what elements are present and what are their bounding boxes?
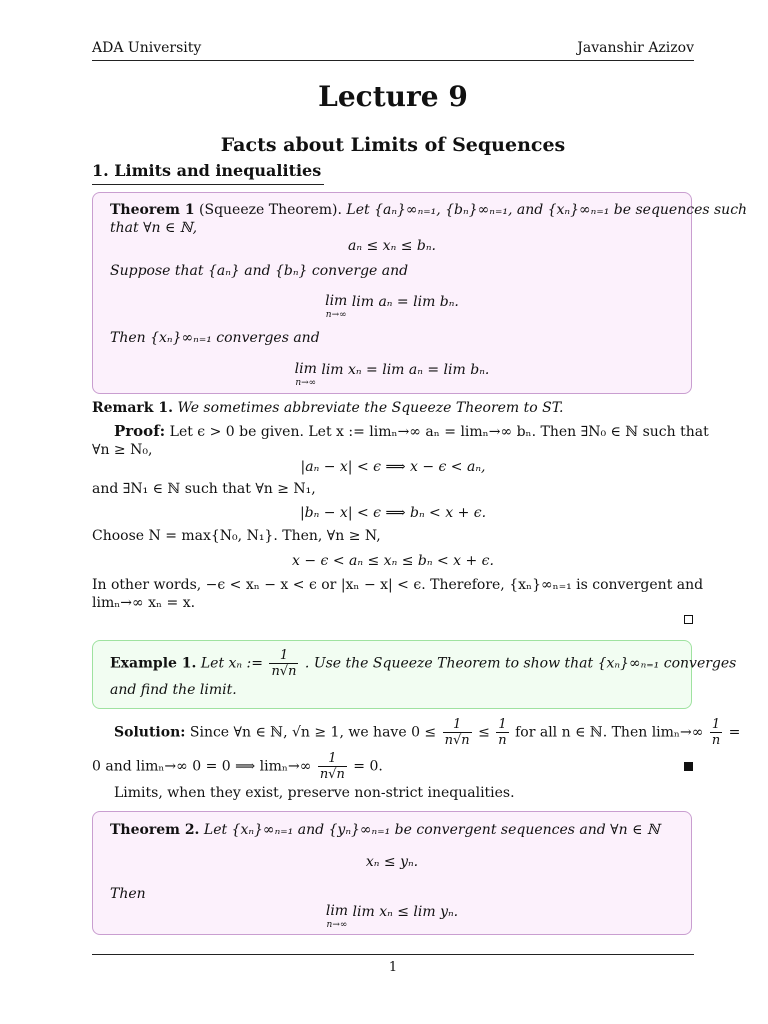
header-right: Javanshir Azizov [577,40,694,56]
example-1-label: Example 1. [110,655,197,672]
theorem-1-line2: that ∀n ∈ ℕ, [110,220,198,236]
solution-text-b: ≤ [478,724,490,741]
proof-eq1: |aₙ − x| < ϵ ⟹ x − ϵ < aₙ, [300,459,486,475]
theorem-2-eq1: xₙ ≤ yₙ. [365,854,419,870]
theorem-1-eq1: aₙ ≤ xₙ ≤ bₙ. [348,238,436,254]
solution-text-a: Since ∀n ∈ ℕ, √n ≥ 1, we have 0 ≤ [189,724,437,741]
proof-line6: limₙ→∞ xₙ = x. [92,595,196,611]
example-1-line1 [110,648,736,679]
limits-text: Limits, when they exist, preserve non-strict inequalities. [114,785,515,801]
solution-line1 [114,717,740,748]
solution-text-d: = [728,724,741,741]
section-heading: 1. Limits and inequalities [92,160,324,185]
theorem-2-text1: Let {xₙ}∞ₙ₌₁ and {yₙ}∞ₙ₌₁ be convergent sequences and ∀n ∈ ℕ [203,822,660,838]
theorem-2-eq2 [92,903,692,930]
theorem-2-line1 [110,821,660,840]
lecture-title: Lecture 9 [318,80,468,113]
theorem-1-label: Theorem 1 [110,202,195,218]
proof-line4: Choose N = max{N₀, N₁}. Then, ∀n ≥ N, [92,528,381,544]
proof-text1: Let ϵ > 0 be given. Let x := limₙ→∞ aₙ = limₙ→∞ bₙ. Then ∃N₀ ∈ ℕ such that [169,424,709,440]
proof-eq3: x − ϵ < aₙ ≤ xₙ ≤ bₙ < x + ϵ. [292,553,494,569]
theorem-1-text1: Let {aₙ}∞ₙ₌₁, {bₙ}∞ₙ₌₁, and {xₙ}∞ₙ₌₁ be sequences such [346,202,748,218]
header-left: ADA University [92,40,202,56]
page-header [92,40,694,56]
solution-line2 [92,751,383,782]
theorem-1-eq3-text: lim xₙ = lim aₙ = lim bₙ. [321,362,490,378]
example-1-post: . Use the Squeeze Theorem to show that {xₙ}∞ₙ₌₁ converges [304,655,737,672]
proof-line1 [114,422,709,442]
solution-text-e: 0 and limₙ→∞ 0 = 0 ⟹ limₙ→∞ [92,758,312,775]
remark-1-label: Remark 1. [92,400,173,416]
example-1-fraction: $\frac{1}{n√n}$ [271,648,297,679]
theorem-1-line3: Suppose that {aₙ} and {bₙ} converge and [110,263,409,279]
theorem-1-name: (Squeeze Theorem). [199,202,342,218]
solution-frac-4: $\frac{1}{n√n}$ [319,751,345,782]
theorem-2-eq2-text: lim xₙ ≤ lim yₙ. [352,904,459,920]
qed-filled-square-icon [684,762,693,771]
proof-line5: In other words, −ϵ < xₙ − x < ϵ or |xₙ − x| < ϵ. Therefore, {xₙ}∞ₙ₌₁ is convergent and [92,577,704,593]
theorem-2-label: Theorem 2. [110,822,200,838]
lim-operator: lim n→∞ [294,361,317,388]
theorem-1-eq2 [92,293,692,320]
proof-eq2: |bₙ − x| < ϵ ⟹ bₙ < x + ϵ. [299,505,487,521]
lim-operator: lim n→∞ [325,903,349,930]
page-number: 1 [388,960,398,975]
theorem-1-eq2-text: lim aₙ = lim bₙ. [351,294,459,310]
solution-text-f: = 0. [353,758,383,775]
theorem-2-then: Then [110,886,146,902]
proof-line2: ∀n ≥ N₀, [92,442,153,458]
remark-1 [92,399,563,418]
example-1-line2: and find the limit. [110,682,237,698]
footer-rule [92,954,694,955]
proof-line3: and ∃N₁ ∈ ℕ such that ∀n ≥ N₁, [92,481,316,497]
lecture-subtitle: Facts about Limits of Sequences [220,134,566,156]
header-rule [92,60,694,61]
remark-1-text: We sometimes abbreviate the Squeeze Theorem to ST. [177,400,564,416]
solution-label: Solution: [114,724,186,741]
solution-frac-3: $\frac{1}{n}$ [711,717,721,748]
theorem-1-line1 [110,201,747,220]
qed-open-square-icon [684,615,693,624]
theorem-1-eq3 [92,361,692,388]
solution-frac-1: $\frac{1}{n√n}$ [444,717,470,748]
solution-frac-2: $\frac{1}{n}$ [498,717,507,748]
solution-text-c: for all n ∈ ℕ. Then limₙ→∞ [515,724,704,741]
proof-label: Proof: [114,422,166,440]
lim-operator: lim n→∞ [325,293,348,320]
theorem-1-line4: Then {xₙ}∞ₙ₌₁ converges and [110,330,320,346]
example-1-pre: Let xₙ := [200,655,263,672]
